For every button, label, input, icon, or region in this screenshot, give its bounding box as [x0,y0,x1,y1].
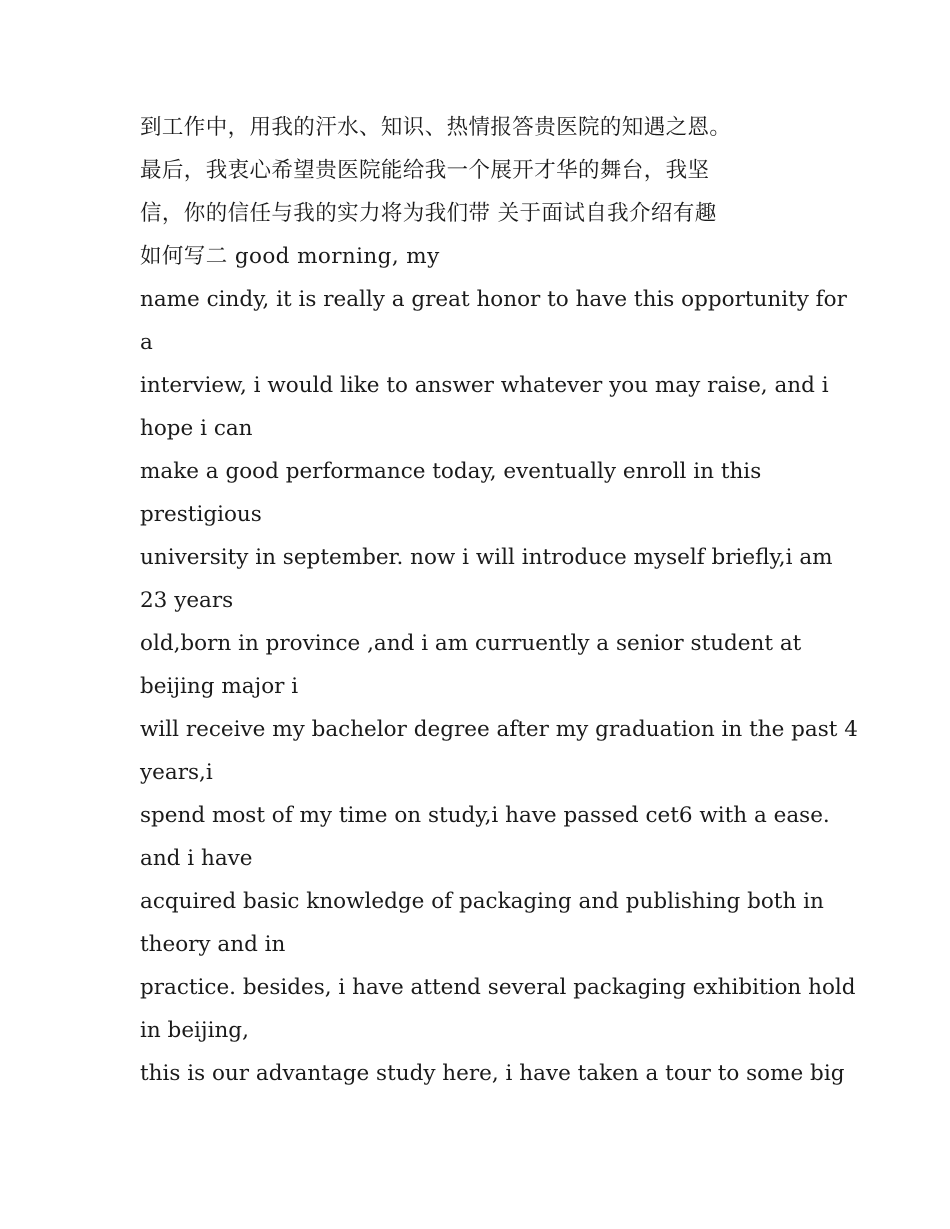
text-line-3: 信，你的信任与我的实力将为我们带 关于面试自我介绍有趣 [140,201,717,226]
text-line-7: interview, i would like to answer whatever you may raise, and i [140,373,829,398]
text-line-16: years,i [140,760,213,785]
text-line-9: make a good performance today, eventually enroll in this [140,459,762,484]
text-line-19: acquired basic knowledge of packaging and publishing both in [140,889,824,914]
text-line-17: spend most of my time on study,i have passed cet6 with a ease. [140,803,830,828]
text-line-22: in beijing, [140,1018,249,1043]
text-line-8: hope i can [140,416,253,441]
text-line-6: a [140,330,153,355]
text-line-2: 最后，我衷心希望贵医院能给我一个展开才华的舞台，我坚 [140,158,710,183]
text-line-21: practice. besides, i have attend several packaging exhibition hold [140,975,856,1000]
text-line-1: 到工作中，用我的汗水、知识、热情报答贵医院的知遇之恩。 [140,115,732,140]
text-line-13: old,born in province ,and i am curruently a senior student at [140,631,802,656]
text-line-5: name cindy, it is really a great honor to have this opportunity for [140,287,847,312]
document-text [140,106,858,1095]
text-line-10: prestigious [140,502,262,527]
text-line-23: this is our advantage study here, i have taken a tour to some big [140,1061,845,1086]
text-line-20: theory and in [140,932,286,957]
text-line-4: 如何写二 good morning, my [140,244,440,269]
text-line-18: and i have [140,846,253,871]
text-line-11: university in september. now i will introduce myself briefly,i am [140,545,833,570]
text-line-14: beijing major i [140,674,299,699]
text-line-15: will receive my bachelor degree after my graduation in the past 4 [140,717,858,742]
text-line-12: 23 years [140,588,234,613]
